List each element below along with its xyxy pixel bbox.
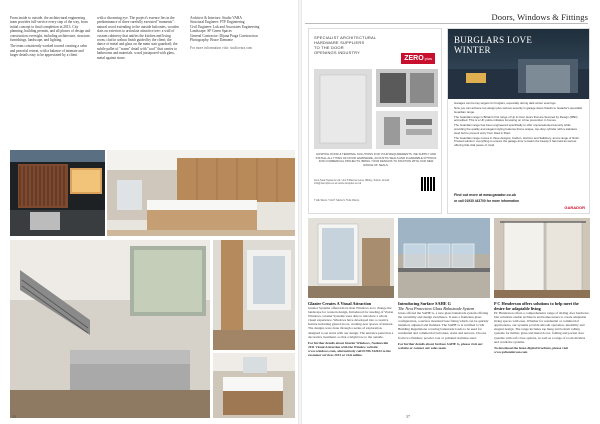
credit-line: Civil Engineer: Luk and Associates Engineering [190, 24, 260, 29]
credit-line: Photography: Bruce Damonte [190, 38, 233, 43]
right-page-number: 37 [406, 414, 410, 419]
garador-paragraph: Garages can be key targets for burglars, especially during dark winter evenings. [454, 101, 557, 105]
henderson-caption [494, 301, 590, 413]
sliding-door-photo [494, 218, 590, 298]
intro-paragraph: The team consistently worked toward creating a calm and peaceful retreat, with a balance of intimate and larger details easy to be appreciated by a client [10, 44, 87, 58]
qr-code [421, 177, 435, 191]
credit-line: Structural Engineer: FTF Engineering [190, 20, 245, 25]
credit-more-info: For more information visit: studiovara.com [190, 46, 253, 51]
glazier-window-photo [308, 218, 394, 298]
garador-phone: or call 01935 443700 for more information [454, 199, 520, 203]
intro-paragraph: From inside to outside, the architectural engineering team provides full-service every step of the way, from initial concept to final completion in 2013. City planning, building permits, and all phases of design and construction oversight, including architecture, structure, furnishings, landscape, and lighting. [10, 16, 91, 43]
garador-paragraph: The Guardian range is Britain's first range of Up & Over doors that are Secured by Design (SBD) accredited. This is a UK police initiative focussing on crime prevention in homes. [454, 114, 578, 123]
left-page-number: 36 [12, 414, 16, 419]
garador-paragraph: The Guardian range comes in three designs; Carlton, Horizon and Salisbury, and a range of finish. Trusted solution: everything to ensure the garage door remains the beauty it has held as well as offering that vital peace of mind. [454, 135, 580, 147]
zero-advert-body: HOSPITAL DOOR & TERMINAL SOLUTIONS FOR YOUR REQUIREMENTS. WE SUPPLY AND INSTALL ALL TYPES OF DOOR HARDWARE, ACOUSTIC SEALS AND FLAMMABLE FITTINGS FOR COMMERCIAL PROJECTS, BRING YOUR DESIGNS TO FRUITION WITH OUR NEW RANGE OF SEALS. [315, 152, 437, 167]
caption-body: Glass offered the SAHE G, a new glass balustrade system offering the versatility and design excellence. It uses a frameless glass configuration, a surface mounted base fixing which can be quickly installed, adjusted and finished. The SAHE G is certified to UK Building Regulations covering balustrade loads to be used for residential and commercial balconies, stairs and terraces. Choose from two finishes: powder coat or polished stainless steel. [398, 311, 489, 340]
glazier-caption [308, 301, 394, 413]
credit-line: Landscape: SF Green Spaces [190, 29, 232, 34]
zero-logo [401, 53, 435, 64]
garador-advert [447, 28, 590, 214]
header-divider [305, 23, 588, 24]
door-photo-collage [314, 69, 438, 149]
zero-logo-text: ZERO [404, 55, 424, 62]
caption-subtitle: The Next Protection Glass Balustrade System [398, 306, 475, 311]
advert-headline-line: OPENINGS INDUSTRY [314, 50, 360, 55]
credit-line: Architect & Interiors: Studio VARA [190, 16, 242, 20]
caption-title: Glazier Creates A Visual Attraction [308, 301, 372, 306]
advert-headline-line: SPECIALIST ARCHITECTURAL [314, 35, 377, 40]
intro-column-2 [97, 16, 179, 156]
garador-body [454, 102, 583, 149]
zero-advert-footer: THE SEAL THAT SEALS THE DEAL [314, 198, 360, 202]
garador-find-out: Find out more at www.garador.co.uk [454, 193, 516, 197]
zero-logo-sub: plus [424, 56, 432, 61]
zero-plus-advert [308, 28, 442, 214]
surface-caption [398, 301, 490, 413]
caption-more: To download the latest digital brochure, please visit www.pchenderson.com [494, 345, 569, 354]
glass-balustrade-photo [398, 218, 490, 298]
credit-line: General Contractor: Dijana Praga Construction [190, 33, 258, 38]
living-room-photo [10, 240, 210, 418]
advert-headline-line: HARDWARE SUPPLIERS [314, 40, 365, 45]
garador-hero-image [448, 29, 589, 99]
kitchen-photo [107, 150, 295, 236]
garador-paragraph: The Guardian range has been engineered specifically to offer unprecedented security while providing the quality and elegant styling features that a unique, top-drop cylinder with a stainless steel bolt to prevent entry from tilted in lifted. [454, 123, 577, 135]
house-exterior-photo [10, 150, 105, 236]
garador-headline-1: BURGLARS LOVE [454, 35, 533, 45]
caption-body: Glazier Systems offered more than Windows as to change the landscape for western design. Introduced for steeling of Vision Windows, Glazier Systems were able to introduce a whole visual experience. Windows have developed into a creative feature including glazed doors, creating new spaces of interest. The designs were done through a series of exploration, designed to set stairs with our design. The entrance panel has a decorative treatment, so that a bright tree to the outside. [308, 306, 394, 339]
garador-paragraph: Now you can achieve top design plus serious security in garage doors thanks to Garador's specialist Guardian range. [454, 106, 583, 114]
intro-column-1 [10, 16, 92, 156]
caption-body: PC Henderson offers a comprehensive range of sliding door hardware. Our solutions enable architects and homeowners to create adaptable living spaces with ease. Whether for residential or commercial applications, our systems provide smooth operation, durability and elegant design. The range includes top hung and bottom rolling systems for timber, glass and metal doors, folding and pocket door systems with soft close options, as well as a range of room dividers and wardrobe systems. [494, 311, 590, 344]
intro-paragraph: with a discerning eye. The project's essence lies in the predominance of three carefully executed "moments": natural wood extending to the outside balconies, wooden slats on exteriors to articulate attractive tree: a wall of custom cabinetry that unifies the kitchen and living room, clad in walnut finish guided by the client; the dance of metal and glass on the main stair guardrail; the subtle pallet of "warm" detail with "cool" that carries to bathrooms and materials. wood juxtaposed with glass, metal against stone. [97, 16, 179, 60]
credits-column [190, 16, 280, 156]
garador-headline-2: WINTER [454, 45, 491, 55]
caption-more: For further details about Surface SAHE G, please visit our website or contact our sales team. [398, 341, 483, 350]
caption-more: For further details about Glazier Windows, Nationwide 2011 Visual Attraction with the Window website: www.windows.com, alternatively call 01786 342634 to the customer services 2013 or visit online. [308, 340, 391, 358]
bathroom-photo [213, 353, 295, 418]
page-gutter [298, 0, 302, 424]
hallway-photo [213, 240, 295, 350]
section-title: Doors, Windows & Fittings [491, 12, 588, 22]
zero-advert-contact: Zero Seal Systems Ltd. Unit 6 Barrow Lane, Bilsby, Sutton, Email: info@zeroplus.co.uk www.zeroplus.co.uk [314, 179, 390, 186]
caption-title: Introducing Surface SAHE G [398, 301, 451, 306]
caption-title: P C Henderson offers solutions to help meet the desire for adaptable living [494, 301, 579, 311]
garador-logo: GARADOR [564, 205, 585, 210]
advert-headline-line: TO THE DOOR [314, 45, 344, 50]
